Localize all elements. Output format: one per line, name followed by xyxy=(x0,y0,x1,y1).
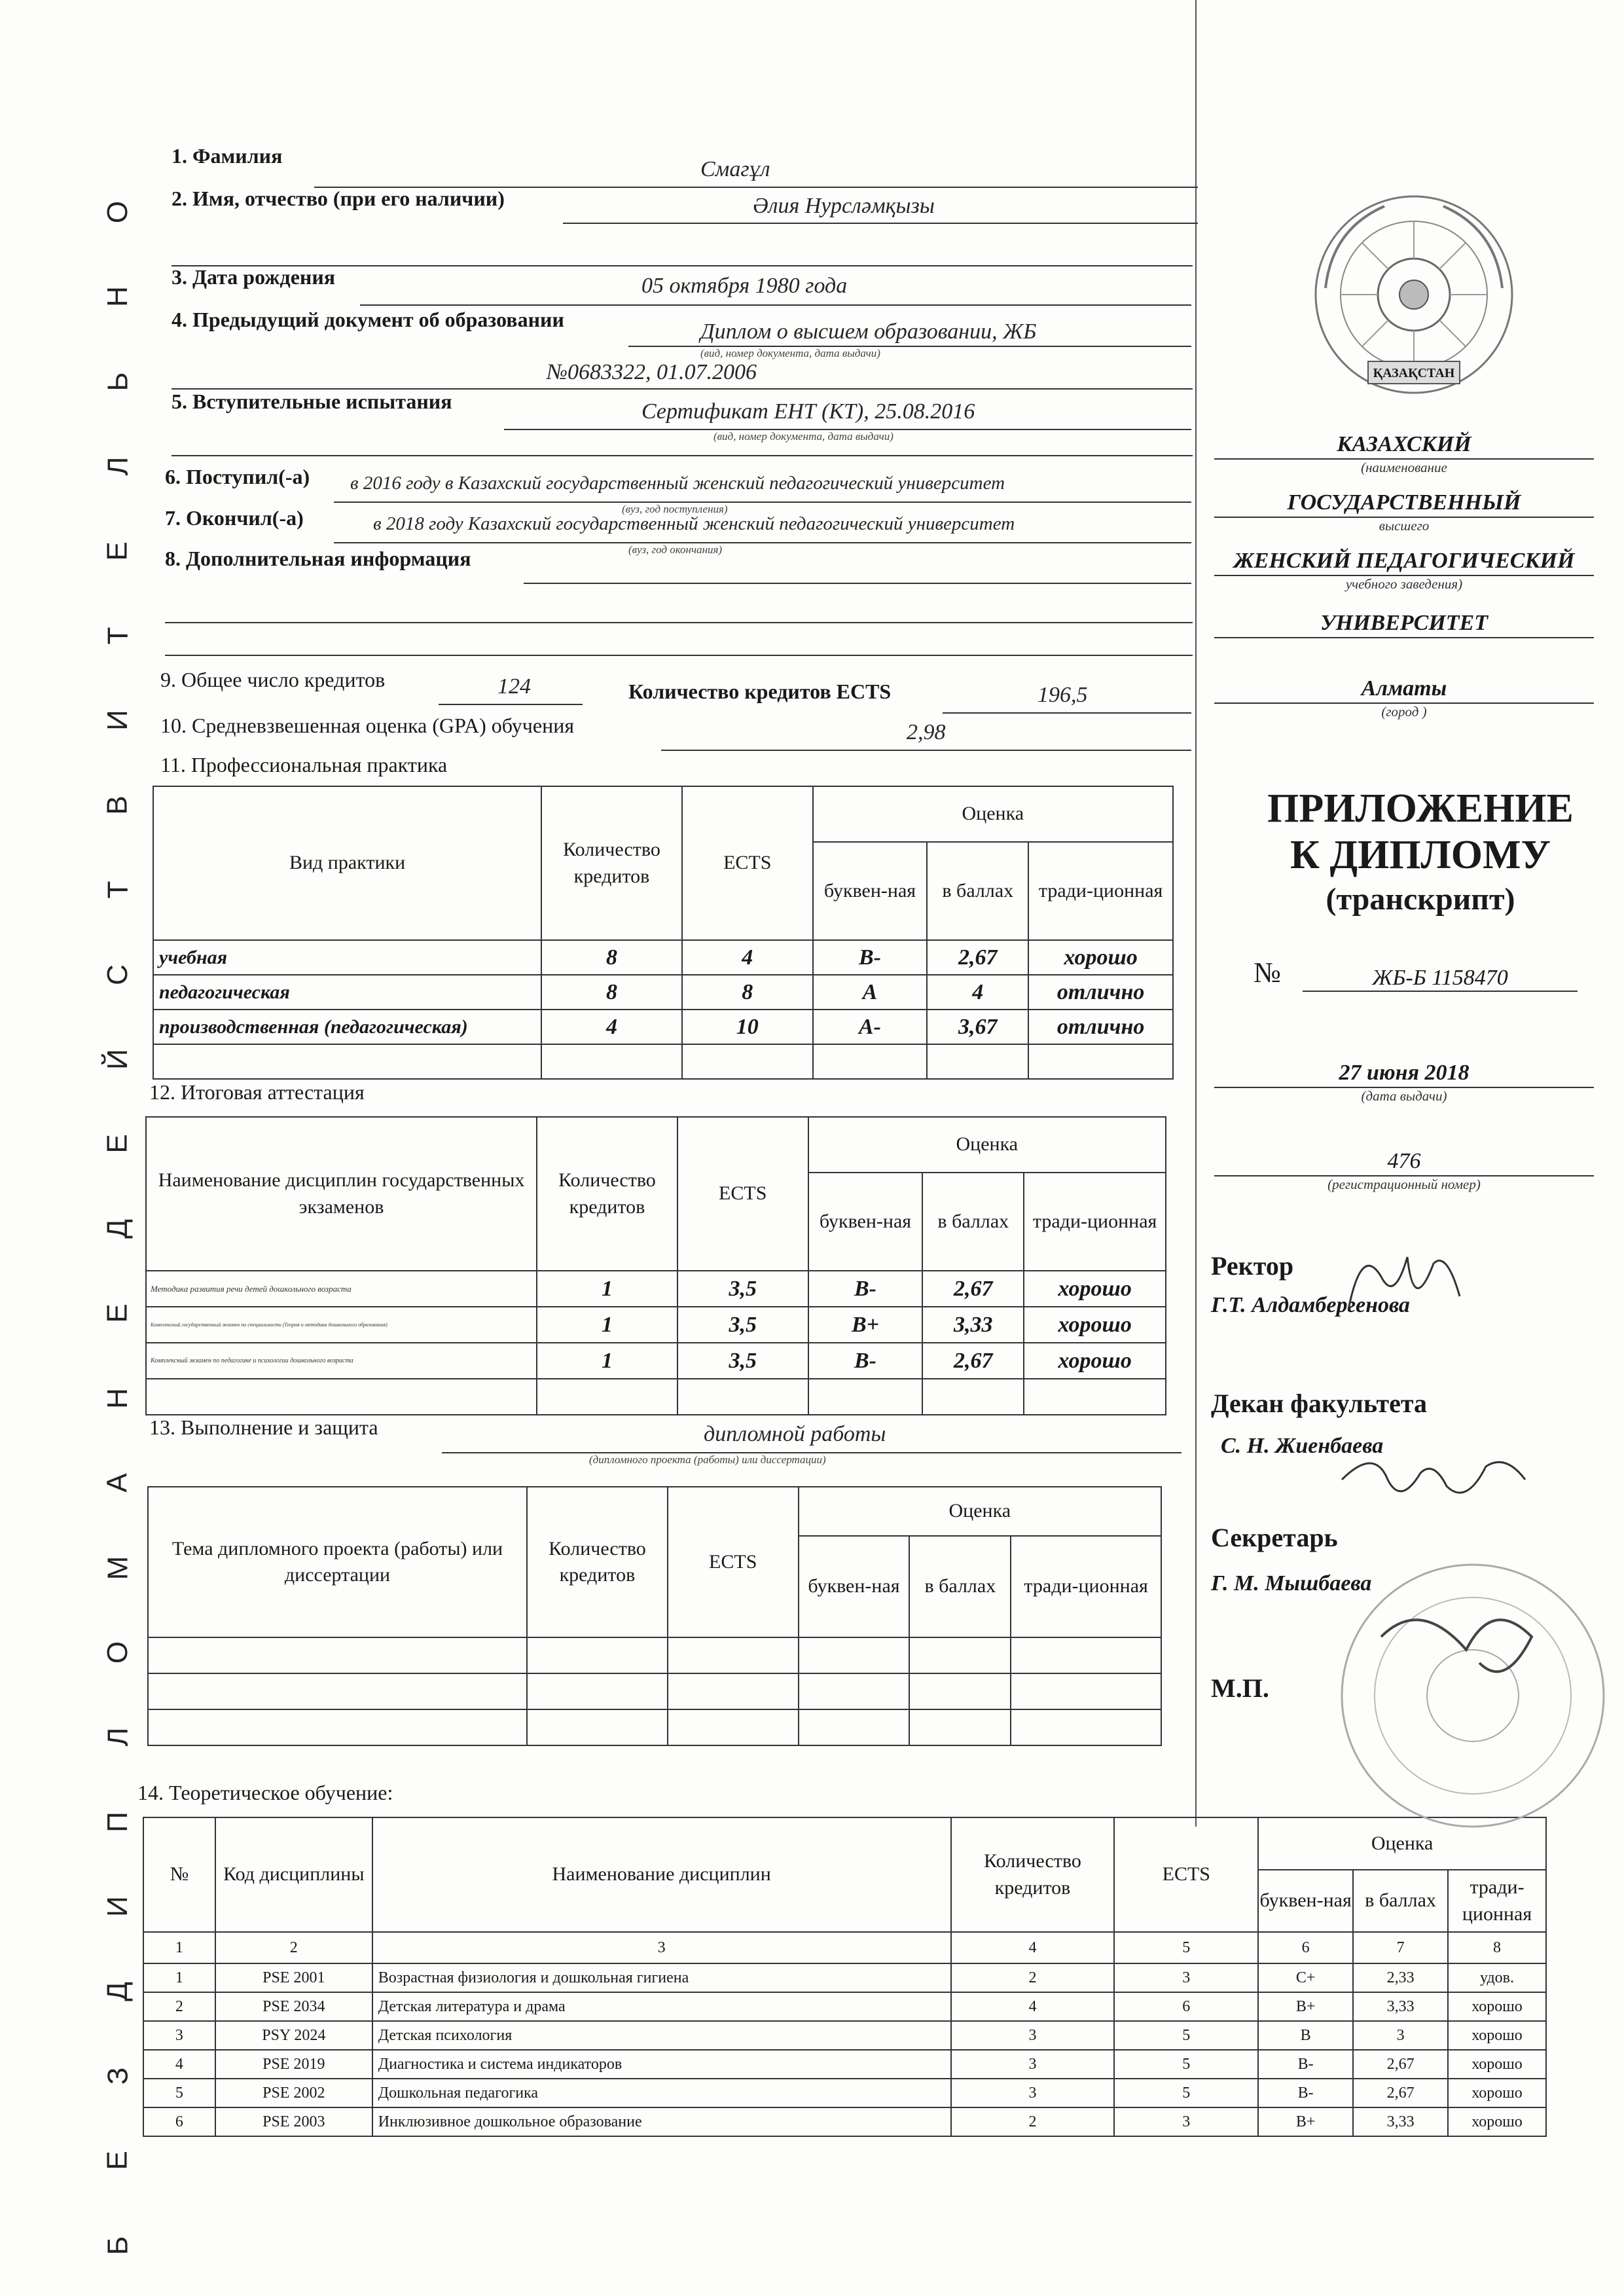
theory-column-numbers: 1 2 3 4 5 6 7 8 xyxy=(143,1932,1546,1963)
secretary-label: Секретарь xyxy=(1211,1523,1338,1552)
extra-line xyxy=(524,583,1191,584)
credits-label: 9. Общее число кредитов xyxy=(160,668,386,691)
practice-header-kind: Вид практики xyxy=(153,786,541,940)
number-label: № xyxy=(1254,957,1281,989)
birth-value: 05 октября 1980 года xyxy=(641,274,848,298)
seal-label: М.П. xyxy=(1211,1673,1269,1703)
credits-value: 124 xyxy=(497,674,531,699)
theory-header-no: № xyxy=(143,1817,215,1932)
final-header-trad: тради-ционная xyxy=(1024,1173,1166,1271)
dean-name: С. Н. Жиенбаева xyxy=(1221,1434,1384,1458)
theory-header-credits: Количество кредитов xyxy=(951,1817,1115,1932)
reg-number-block: 476 (регистрационный номер) xyxy=(1214,1149,1594,1193)
thesis-table xyxy=(147,1486,1162,1746)
credits-line xyxy=(439,704,583,705)
table-row: 3 PSY 2024 Детская психология 3 5 B 3 хорошо xyxy=(143,2021,1546,2050)
thesis-header-kind: Тема дипломного проекта (работы) или диссертации xyxy=(148,1487,527,1637)
table-row: 5 PSE 2002 Дошкольная педагогика 3 5 B- 2,67 хорошо xyxy=(143,2079,1546,2107)
gpa-label: 10. Средневзвешенная оценка (GPA) обучения xyxy=(160,714,575,737)
table-row: производственная (педагогическая) 4 10 A- 3,67 отлично xyxy=(153,1010,1173,1044)
rector-label: Ректор xyxy=(1211,1251,1294,1281)
theory-header-trad: тради-ционная xyxy=(1448,1870,1546,1932)
table-row-empty xyxy=(148,1673,1161,1709)
prev-doc-value-1: Диплом о высшем образовании, ЖБ xyxy=(700,319,1037,344)
final-header-grade: Оценка xyxy=(808,1117,1166,1173)
table-row-empty xyxy=(146,1379,1166,1415)
table-row-empty xyxy=(148,1637,1161,1673)
ects-line xyxy=(943,712,1191,714)
graduated-hint: (вуз, год окончания) xyxy=(628,543,723,556)
rector-signature-icon xyxy=(1335,1237,1466,1322)
name-label: 2. Имя, отчество (при его наличии) xyxy=(171,187,505,210)
rector-name: Г.Т. Алдамбергенова xyxy=(1211,1293,1410,1317)
thesis-hint: (дипломного проекта (работы) или диссертации) xyxy=(589,1453,826,1466)
table-row: педагогическая 8 8 A 4 отлично xyxy=(153,975,1173,1010)
surname-label: 1. Фамилия xyxy=(171,144,283,168)
theory-header-letter: буквен-ная xyxy=(1258,1870,1353,1932)
entrance-hint: (вид, номер документа, дата выдачи) xyxy=(713,430,893,443)
graduated-label: 7. Окончил(-а) xyxy=(165,506,304,530)
name-line xyxy=(563,223,1198,224)
theory-header-points: в баллах xyxy=(1353,1870,1448,1932)
theory-header-name: Наименование дисциплин xyxy=(372,1817,951,1932)
entrance-value: Сертификат ЕНТ (КТ), 25.08.2016 xyxy=(641,399,975,424)
table-row-empty xyxy=(153,1044,1173,1079)
name-value: Әлия Нурсләмқызы xyxy=(753,194,935,218)
practice-header-grade: Оценка xyxy=(813,786,1173,842)
final-table xyxy=(145,1116,1166,1415)
table-row: 2 PSE 2034 Детская литература и драма 4 6 B+ 3,33 хорошо xyxy=(143,1992,1546,2021)
theory-header-code: Код дисциплины xyxy=(215,1817,372,1932)
theory-header-grade: Оценка xyxy=(1258,1817,1546,1870)
practice-title: 11. Профессиональная практика xyxy=(160,753,448,776)
practice-header-letter: буквен-ная xyxy=(813,842,928,940)
practice-table xyxy=(153,786,1174,1080)
final-header-kind: Наименование дисциплин государственных экзаменов xyxy=(146,1117,537,1271)
prev-doc-label: 4. Предыдущий документ об образовании xyxy=(171,308,564,331)
table-row: Комплексный государственный экзамен по специальности (Теория и методика дошкольного образования) 1 3,5 B+ 3,33 хорошо xyxy=(146,1307,1166,1343)
entrance-label: 5. Вступительные испытания xyxy=(171,390,452,413)
practice-header-points: в баллах xyxy=(927,842,1028,940)
gpa-line xyxy=(661,750,1191,751)
extra-line-2 xyxy=(165,622,1193,623)
thesis-header-ects: ECTS xyxy=(668,1487,799,1637)
surname-value: Смагұл xyxy=(700,157,770,181)
final-title: 12. Итоговая аттестация xyxy=(149,1080,365,1104)
practice-header-ects: ECTS xyxy=(682,786,813,940)
thesis-header-trad: тради-ционная xyxy=(1011,1536,1161,1637)
thesis-header-grade: Оценка xyxy=(799,1487,1161,1536)
issuer-block: КАЗАХСКИЙ (наименование ГОСУДАРСТВЕННЫЙ высшего ЖЕНСКИЙ ПЕДАГОГИЧЕСКИЙ учебного заведения) УНИВЕРСИТЕТ Алматы (город ) xyxy=(1214,432,1594,720)
emblem-text: ҚАЗАҚСТАН xyxy=(1373,366,1455,380)
entrance-line-2 xyxy=(171,455,1193,456)
thesis-header-credits: Количество кредитов xyxy=(527,1487,668,1637)
table-row: учебная 8 4 B- 2,67 хорошо xyxy=(153,940,1173,975)
table-row: Комплексный экзамен по педагогике и психологии дошкольного возраста 1 3,5 B- 2,67 хорошо xyxy=(146,1343,1166,1379)
number-value: ЖБ-Б 1158470 xyxy=(1303,966,1578,992)
thesis-value: дипломной работы xyxy=(704,1422,886,1446)
dean-signature-icon xyxy=(1335,1440,1532,1512)
birth-label: 3. Дата рождения xyxy=(171,265,336,289)
practice-header-credits: Количество кредитов xyxy=(541,786,682,940)
theory-header-ects: ECTS xyxy=(1114,1817,1258,1932)
prev-doc-hint: (вид, номер документа, дата выдачи) xyxy=(700,347,880,359)
dean-label: Декан факультета xyxy=(1211,1389,1428,1418)
table-row: Методика развития речи детей дошкольного возраста 1 3,5 B- 2,67 хорошо xyxy=(146,1271,1166,1307)
thesis-header-letter: буквен-ная xyxy=(799,1536,910,1637)
practice-header-trad: тради-ционная xyxy=(1028,842,1173,940)
thesis-header-points: в баллах xyxy=(909,1536,1011,1637)
birth-line xyxy=(360,304,1191,306)
theory-table xyxy=(143,1817,1547,2137)
thesis-title: 13. Выполнение и защита xyxy=(149,1415,378,1439)
table-row: 4 PSE 2019 Диагностика и система индикаторов 3 5 B- 2,67 хорошо xyxy=(143,2050,1546,2079)
vertical-watermark-text: Б Е З Д И П Л О М А Н Е Д Е Й С Т В И Т Е Л Ь Н О xyxy=(101,198,134,2255)
extra-label: 8. Дополнительная информация xyxy=(165,547,471,570)
enrolled-hint: (вуз, год поступления) xyxy=(622,503,728,515)
table-row: 6 PSE 2003 Инклюзивное дошкольное образование 2 3 B+ 3,33 хорошо xyxy=(143,2107,1546,2136)
final-header-credits: Количество кредитов xyxy=(537,1117,677,1271)
theory-title: 14. Теоретическое обучение: xyxy=(137,1781,393,1804)
gpa-value: 2,98 xyxy=(907,720,946,744)
extra-line-3 xyxy=(165,655,1193,656)
graduated-line xyxy=(334,542,1191,543)
ects-value: 196,5 xyxy=(1038,683,1088,707)
graduated-value: в 2018 году Казахский государственный женский педагогический университет xyxy=(373,513,1015,534)
document-title: ПРИЛОЖЕНИЕ К ДИПЛОМУ (транскрипт) xyxy=(1267,786,1574,917)
final-header-points: в баллах xyxy=(922,1173,1024,1271)
prev-doc-value-2: №0683322, 01.07.2006 xyxy=(547,360,757,384)
ects-label: Количество кредитов ECTS xyxy=(628,680,892,703)
secretary-name: Г. М. Мышбаева xyxy=(1211,1571,1372,1595)
issue-date-block: 27 июня 2018 (дата выдачи) xyxy=(1214,1061,1594,1104)
final-header-ects: ECTS xyxy=(677,1117,808,1271)
enrolled-label: 6. Поступил(-а) xyxy=(165,465,310,488)
enrolled-line xyxy=(334,501,1191,503)
table-row-empty xyxy=(148,1709,1161,1745)
page-divider xyxy=(1195,0,1197,1827)
final-header-letter: буквен-ная xyxy=(808,1173,923,1271)
table-row: 1 PSE 2001 Возрастная физиология и дошкольная гигиена 2 3 C+ 2,33 удов. xyxy=(143,1963,1546,1992)
seal-stamp-icon xyxy=(1335,1558,1610,1833)
enrolled-value: в 2016 году в Казахский государственный женский педагогический университет xyxy=(350,473,1005,494)
